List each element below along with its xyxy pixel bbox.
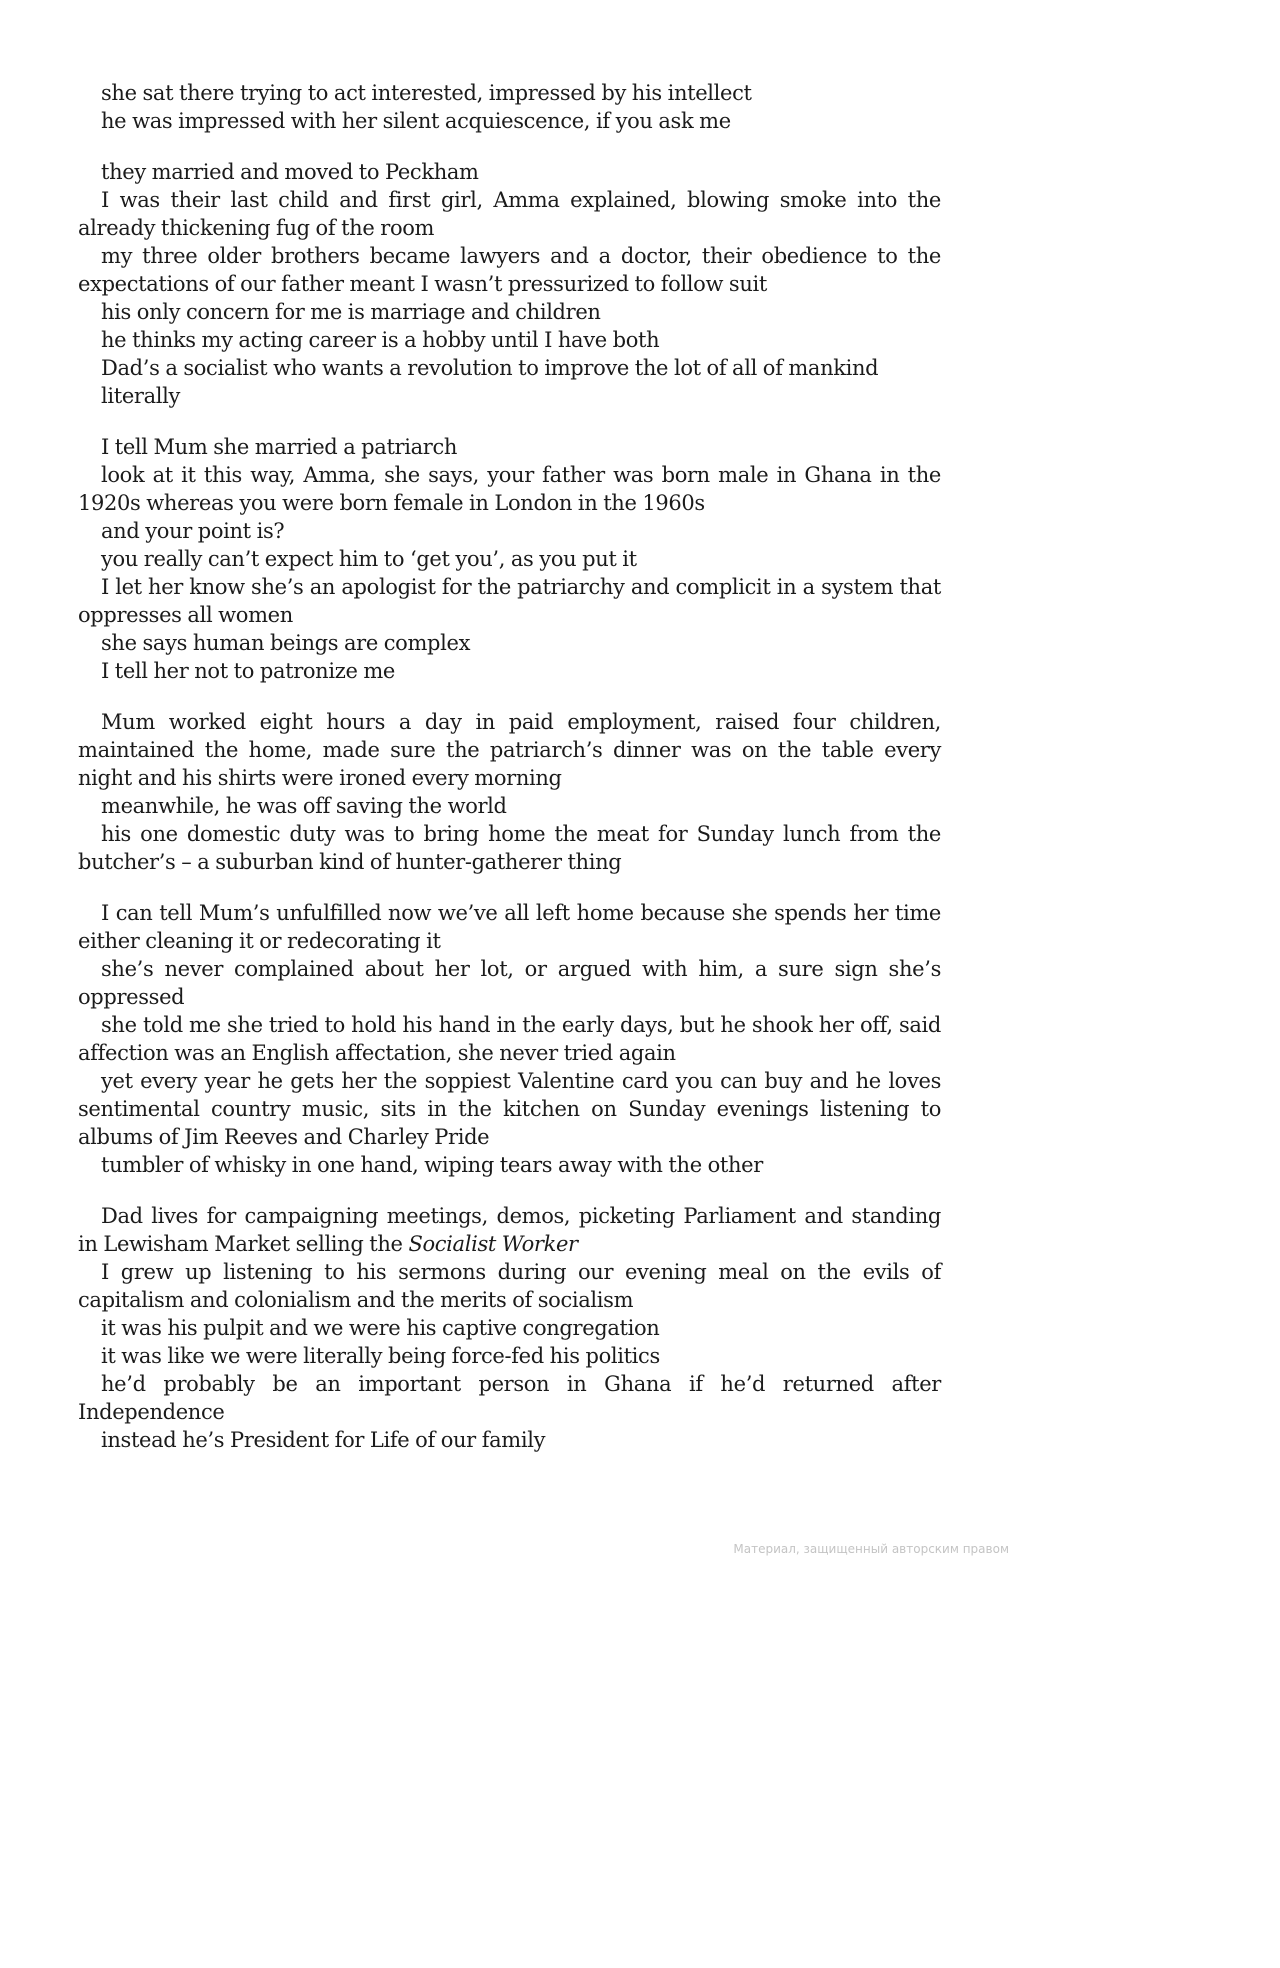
paragraph [78,899,941,1179]
text-line: my three older brothers became lawyers and a doctor, their obedience to the expectations of our father meant I wasn’t pressurized to follow suit [78,244,941,296]
text-line: literally [101,384,181,408]
text-line: I tell Mum she married a patriarch [101,435,458,459]
text-line: you really can’t expect him to ‘get you’, as you put it [101,547,637,571]
text-line-start: Dad lives for campaigning meetings, demos, picketing Parliament and standing in Lewisham Market selling the [78,1204,941,1256]
text-line: yet every year he gets her the soppiest Valentine card you can buy and he loves sentimental country music, sits in the kitchen on Sunday evenings listening to albums of Jim Reeves and Charley Pride [78,1069,941,1149]
text-line: Mum worked eight hours a day in paid employment, raised four children, maintained the home, made sure the patriarch’s dinner was on the table every night and his shirts were ironed every morning [78,710,941,790]
copyright-watermark: Материал, защищенный авторским правом [733,1542,1009,1556]
text-line: she says human beings are complex [101,631,471,655]
paragraph [78,433,941,685]
text-line: he was impressed with her silent acquiescence, if you ask me [101,109,731,133]
text-line: I grew up listening to his sermons during our evening meal on the evils of capitalism and colonialism and the merits of socialism [78,1260,941,1312]
text-line: Dad’s a socialist who wants a revolution to improve the lot of all of mankind [101,356,879,380]
text-line: they married and moved to Peckham [101,160,479,184]
paragraph [78,708,941,876]
text-line: he’d probably be an important person in Ghana if he’d returned after Independence [78,1372,941,1424]
paragraph [78,79,941,135]
paragraph [78,1202,941,1454]
publication-title: Socialist Worker [408,1232,578,1256]
text-line: his only concern for me is marriage and children [101,300,601,324]
text-line: she told me she tried to hold his hand in the early days, but he shook her off, said affection was an English affectation, she never tried again [78,1013,941,1065]
text-line: she’s never complained about her lot, or argued with him, a sure sign she’s oppressed [78,957,941,1009]
text-line: it was his pulpit and we were his captive congregation [101,1316,660,1340]
document-page [78,79,941,1477]
text-line: it was like we were literally being force-fed his politics [101,1344,660,1368]
text-line: and your point is? [101,519,285,543]
paragraph [78,158,941,410]
text-line: I tell her not to patronize me [101,659,395,683]
text-line: I let her know she’s an apologist for the patriarchy and complicit in a system that oppresses all women [78,575,941,627]
text-line: look at it this way, Amma, she says, your father was born male in Ghana in the 1920s whereas you were born female in London in the 1960s [78,463,941,515]
text-line [78,1202,941,1258]
text-line: meanwhile, he was off saving the world [101,794,507,818]
text-line: he thinks my acting career is a hobby until I have both [101,328,660,352]
text-line: his one domestic duty was to bring home the meat for Sunday lunch from the butcher’s – a suburban kind of hunter-gatherer thing [78,822,941,874]
text-line: I was their last child and first girl, Amma explained, blowing smoke into the already thickening fug of the room [78,188,941,240]
text-line: she sat there trying to act interested, impressed by his intellect [101,81,752,105]
text-line: I can tell Mum’s unfulfilled now we’ve all left home because she spends her time either cleaning it or redecorating it [78,901,941,953]
text-line: tumbler of whisky in one hand, wiping tears away with the other [101,1153,763,1177]
text-line: instead he’s President for Life of our family [101,1428,546,1452]
